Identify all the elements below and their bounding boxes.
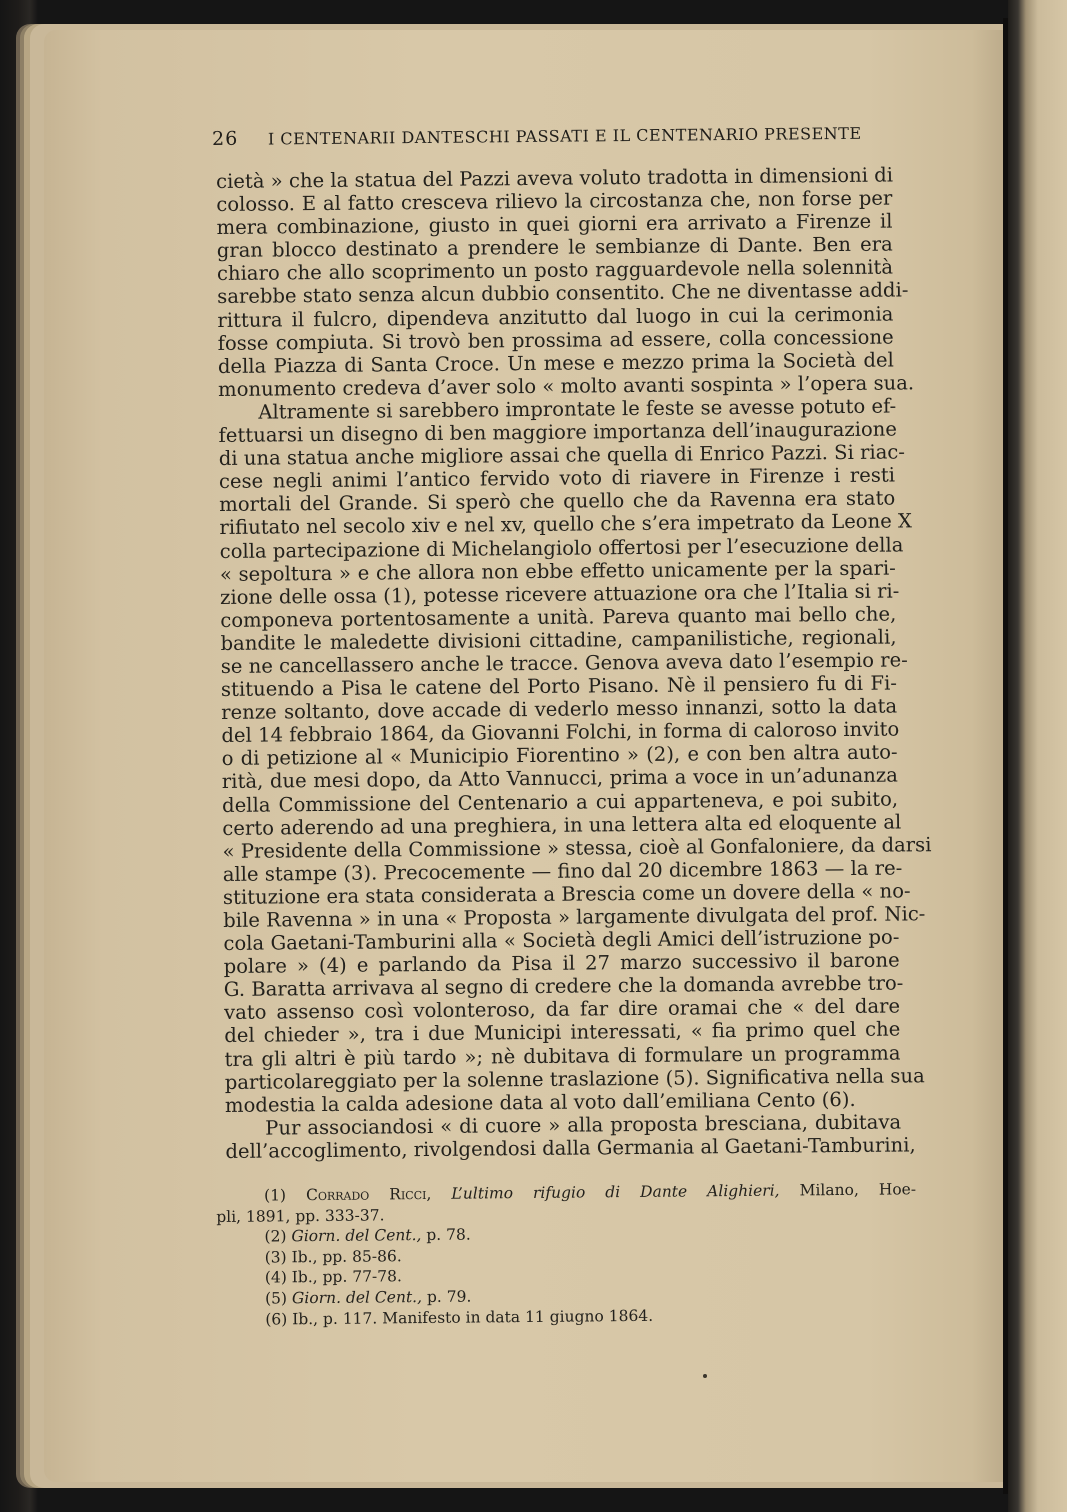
text-line: rittura il fulcro, dipendeva anzitutto dal luogo in cui la cerimonia — [217, 302, 894, 332]
text-line: gran blocco destinato a prendere le sembianze di Dante. Ben era — [216, 232, 893, 263]
footnote-1-number: (1) — [264, 1186, 287, 1205]
text-line: particolareggiato per la solenne traslazione (5). Significativa nella sua — [224, 1063, 925, 1094]
text-line: rifiutato nel secolo xiv e nel xv, quello che s’era impetrato da Leone X — [219, 509, 913, 540]
text-line: bile Ravenna » in una « Proposta » largamente divulgata del prof. Nic- — [223, 902, 926, 932]
text-line: di una statua anche migliore assai che quella di Enrico Pazzi. Si riac- — [218, 440, 906, 471]
text-line: cietà » che la statua del Pazzi aveva voluto tradotta in dimensioni di — [216, 163, 894, 193]
text-line: dell’accoglimento, rivolgendosi dalla Germania al Gaetani-Tamburini, — [225, 1133, 916, 1163]
text-line: rità, due mesi dopo, da Atto Vannucci, prima a voce in un’adunanza — [221, 763, 898, 794]
text-line: alle stampe (3). Precocemente — fino dal 20 dicembre 1863 — la re- — [222, 856, 903, 886]
text-line: colosso. E al fatto cresceva rilievo la circostanza che, non forse per — [216, 186, 893, 217]
text-line: Altramente si sarebbero improntate le feste se avesse potuto ef- — [258, 394, 897, 424]
footnote-1-author: Corrado Ricci, — [305, 1184, 432, 1205]
text-line: se ne cancellassero anche le tracce. Genova aveva dato l’esempio re- — [220, 648, 908, 678]
text-line: monumento credeva d’aver solo « molto avanti sospinta » l’opera sua. — [217, 371, 915, 401]
footnote-1-continuation: pli, 1891, pp. 333-37. — [216, 1205, 385, 1226]
footnotes — [216, 1179, 917, 1330]
footnote-6: (6) Ib., p. 117. Manifesto in data 11 giugno 1864. — [265, 1306, 654, 1329]
footnote-2-number: (2) — [264, 1227, 287, 1246]
text-line: sarebbe stato senza alcun dubbio consentito. Che ne diventasse addi- — [217, 278, 909, 309]
main-text — [216, 163, 932, 1163]
footnote-5-title: Giorn. del Cent., — [291, 1287, 423, 1308]
footnote-5-number: (5) — [264, 1289, 288, 1308]
text-line: colla partecipazione di Michelangiolo offertosi per l’esecuzione della — [219, 532, 904, 563]
running-title: I CENTENARII DANTESCHI PASSATI E IL CENTENARIO PRESENTE — [267, 123, 862, 149]
text-line: cese negli animi l’antico fervido voto di riavere in Firenze i resti — [218, 463, 896, 494]
text-line: mera combinazione, giusto in quei giorni era arrivato a Firenze il — [216, 209, 893, 240]
text-line: componeva portentosamente a unità. Pareva quanto mai bello che, — [220, 602, 897, 632]
footnote-5-rest: p. 79. — [426, 1287, 472, 1306]
text-line: o di petizione al « Municipio Fiorentino » (2), e con ben altra auto- — [221, 740, 898, 771]
text-line: « sepoltura » e che allora non ebbe effetto unicamente per la spari- — [219, 556, 896, 586]
footnote-2-title: Giorn. del Cent., — [291, 1226, 422, 1246]
footnote-1-title: L’ultimo rifugio di Dante Alighieri, — [451, 1181, 780, 1203]
facing-page-edge — [1008, 0, 1067, 1512]
text-line: fosse compiuta. Si trovò ben prossima ad essere, colla concessione — [217, 325, 894, 355]
text-line: stituendo a Pisa le catene del Porto Pisano. Nè il pensiero fu di Fi- — [220, 671, 898, 702]
footnote-2-rest: p. 78. — [426, 1225, 471, 1245]
ink-speck — [703, 1374, 707, 1378]
text-line: renze soltanto, dove accade di vederlo messo innanzi, sotto la data — [221, 694, 898, 725]
text-line: del chieder », tra i due Municipi interessati, « fia primo quel che — [224, 1017, 901, 1048]
footnote-1-rest: Milano, Hoe- — [799, 1180, 917, 1200]
text-line: « Presidente della Commissione » stessa, cioè al Gonfaloniere, da darsi — [222, 832, 932, 863]
text-line: modestia la calda adesione data al voto dall’emiliana Cento (6). — [224, 1087, 856, 1117]
text-line: polare » (4) e parlando da Pisa il 27 marzo successivo il barone — [223, 948, 900, 979]
text-line: del 14 febbraio 1864, da Giovanni Folchi, in forma di caloroso invito — [221, 717, 900, 748]
footnote-4: (4) Ib., pp. 77-78. — [264, 1267, 402, 1287]
text-line: della Piazza di Santa Croce. Un mese e mezzo prima la Società del — [217, 348, 894, 378]
text-line: della Commissione del Centenario a cui apparteneva, e poi subito, — [221, 787, 899, 817]
text-line: bandite le maledette divisioni cittadine, campanilistiche, regionali, — [220, 625, 897, 655]
text-line: fettuarsi un disegno di ben maggiore importanza dell’inaugurazione — [218, 417, 898, 448]
footnote-3: (3) Ib., pp. 85-86. — [264, 1247, 402, 1267]
page-number: 26 — [212, 127, 239, 150]
text-line: vato assenso così volonteroso, da far dire oramai che « del dare — [223, 994, 901, 1025]
text-line: zione delle ossa (1), potesse ricevere attuazione ora che l’Italia si ri- — [219, 579, 900, 609]
text-line: chiaro che allo scoprimento un posto ragguardevole nella solennità — [216, 255, 894, 286]
text-line: Pur associandosi « di cuore » alla proposta bresciana, dubitava — [265, 1110, 902, 1140]
text-line: stituzione era stata considerata a Brescia come un dovere della « no- — [222, 879, 911, 909]
text-line: tra gli altri è più tardo »; nè dubitava di formulare un programma — [224, 1041, 901, 1071]
text-line: certo aderendo ad una preghiera, in una lettera alta ed eloquente al — [222, 810, 902, 840]
text-line: cola Gaetani-Tamburini alla « Società degli Amici dell’istruzione po- — [223, 925, 900, 956]
text-line: mortali del Grande. Si sperò che quello che da Ravenna era stato — [219, 486, 896, 517]
text-line: G. Baratta arrivava al segno di credere che la domanda avrebbe tro- — [223, 971, 904, 1002]
